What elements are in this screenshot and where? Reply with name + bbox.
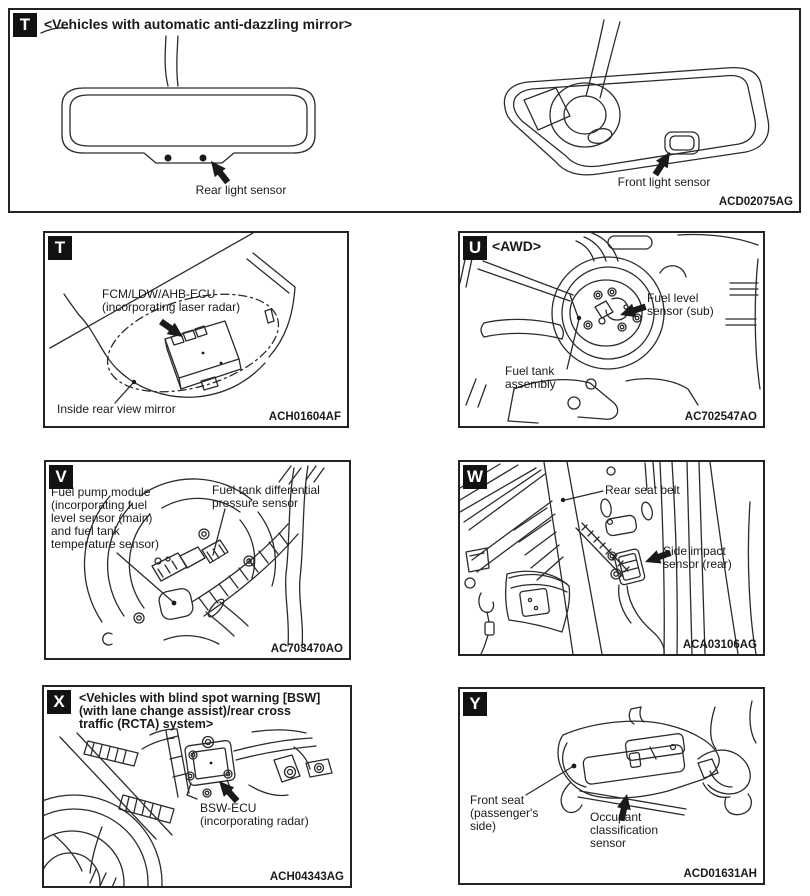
front-seat-label — [470, 794, 538, 833]
label-line: Fuel level — [647, 291, 699, 305]
panel-fcm-ldw-ahb-ecu — [43, 231, 349, 428]
label-line: sensor — [590, 836, 627, 850]
fuel-tank-assembly-label — [505, 365, 556, 391]
panel-letter-badge: U — [463, 236, 487, 260]
label-line: and fuel tank — [51, 524, 120, 538]
panel-occupant-classification-sensor — [458, 687, 765, 885]
label-line: (incorporating radar) — [200, 814, 309, 828]
panel-side-impact-sensor — [458, 460, 765, 656]
panel-letter-badge: T — [48, 236, 72, 260]
label-line: Fuel pump module — [51, 485, 151, 499]
figure-code: AC703470AO — [270, 643, 343, 655]
header-line: traffic (RCTA) system> — [79, 717, 214, 731]
panel-letter-badge: X — [47, 690, 71, 714]
panel-header: <Vehicles with automatic anti-dazzling mirror> — [44, 16, 353, 32]
label-line: assembly — [505, 377, 556, 391]
leader-dot — [577, 316, 581, 320]
panel-header: <AWD> — [492, 238, 542, 254]
panel-fuel-level-sensor-sub — [458, 231, 765, 428]
panel-letter-badge: V — [49, 465, 73, 489]
figure-code: ACD01631AH — [683, 868, 757, 880]
panel-anti-dazzling-mirror — [8, 8, 801, 213]
label-line: Fuel tank differential — [212, 483, 320, 497]
label-line: temperature sensor) — [51, 537, 160, 551]
label-line: classification — [590, 823, 659, 837]
label-line: Fuel tank — [505, 364, 555, 378]
figure-code: ACH04343AG — [269, 871, 344, 883]
figure-code: ACH01604AF — [268, 411, 341, 423]
fuel-level-sensor-label — [647, 292, 714, 318]
front-light-sensor-label: Front light sensor — [617, 175, 711, 189]
label-line: level sensor (main) — [51, 511, 153, 525]
rear-seat-belt-label: Rear seat belt — [605, 483, 680, 497]
label-line: Side impact — [663, 544, 726, 558]
rear-light-sensor-dot — [165, 155, 172, 162]
label-line: (incorporating fuel — [51, 498, 148, 512]
label-line: Occupant — [590, 810, 642, 824]
panel-letter-badge: T — [13, 13, 37, 37]
label-line: Front seat — [470, 793, 525, 807]
label-line: side) — [470, 819, 497, 833]
panel-fuel-pump-module — [44, 460, 351, 660]
fcm-ecu-label — [102, 288, 240, 314]
header-line: (with lane change assist)/rear cross — [79, 704, 291, 718]
leader-dot — [172, 601, 177, 606]
label-line: (passenger's — [470, 806, 539, 820]
figure-code: ACD02075AG — [718, 196, 793, 208]
differential-pressure-sensor-label — [212, 484, 320, 510]
panel-bsw-ecu — [42, 685, 352, 888]
panel-header — [79, 692, 320, 731]
headliner-ecu-drawing — [45, 233, 347, 426]
header-line: <Vehicles with blind spot warning [BSW] — [79, 691, 321, 705]
label-line: BSW-ECU — [200, 801, 257, 815]
label-line: (incorporating laser radar) — [102, 300, 241, 314]
leader-dot — [572, 764, 577, 769]
leader-dot — [561, 498, 565, 502]
bsw-ecu-label — [200, 802, 309, 828]
inside-mirror-label: Inside rear view mirror — [57, 402, 176, 416]
side-impact-sensor-label — [663, 545, 732, 571]
fuel-tank-underbody-drawing — [460, 233, 763, 426]
rear-light-sensor-dot — [200, 155, 207, 162]
rear-light-sensor-label: Rear light sensor — [195, 183, 287, 197]
occupant-sensor-label — [590, 811, 658, 850]
fuel-pump-module-label — [51, 486, 159, 551]
figure-code: ACA03106AG — [682, 639, 757, 651]
front-seat-drawing — [460, 689, 763, 883]
panel-letter-badge: W — [463, 465, 487, 489]
label-line: sensor (rear) — [663, 557, 732, 571]
panel-letter-badge: Y — [463, 692, 487, 716]
label-line: pressure sensor — [212, 496, 299, 510]
leader-dot — [132, 380, 136, 384]
label-line: sensor (sub) — [647, 304, 714, 318]
label-line: FCM/LDW/AHB-ECU — [102, 287, 216, 301]
figure-code: AC702547AO — [684, 411, 757, 423]
